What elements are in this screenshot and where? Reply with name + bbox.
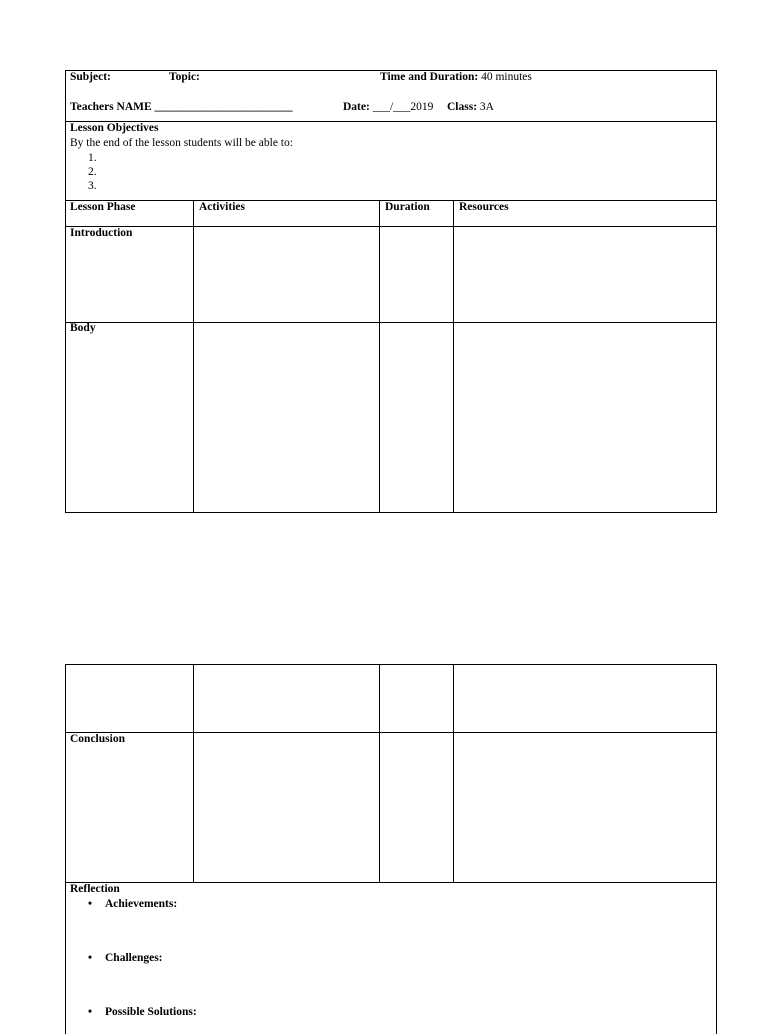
column-divider — [453, 200, 454, 513]
objective-item: 1. — [88, 152, 97, 164]
divider — [65, 121, 717, 122]
column-header-lesson-phase: Lesson Phase — [70, 201, 136, 213]
class-field — [447, 101, 494, 114]
objectives-intro: By the end of the lesson students will be able to: — [70, 137, 293, 149]
objective-item: 3. — [88, 180, 97, 192]
column-header-duration: Duration — [385, 201, 430, 213]
class-label: Class: — [447, 101, 478, 113]
column-divider — [453, 664, 454, 882]
column-divider — [379, 200, 380, 513]
column-header-resources: Resources — [459, 201, 509, 213]
divider — [65, 882, 717, 883]
subject-label: Subject: — [70, 71, 111, 83]
time-value: 40 minutes — [481, 71, 532, 83]
date-value: ___/___2019 — [372, 101, 434, 113]
phase-introduction: Introduction — [70, 227, 133, 239]
column-divider — [193, 664, 194, 882]
phase-conclusion: Conclusion — [70, 733, 125, 745]
phase-body: Body — [70, 322, 96, 334]
time-label: Time and Duration: — [380, 71, 479, 83]
reflection-achievements: • Achievements: — [105, 898, 177, 911]
teacher-name-label: Teachers NAME ________________________ — [70, 101, 293, 113]
time-duration — [380, 71, 532, 84]
class-value: 3A — [479, 101, 494, 113]
divider — [65, 226, 717, 227]
objective-item: 2. — [88, 166, 97, 178]
date-field — [343, 101, 433, 114]
date-label: Date: — [343, 101, 370, 113]
objectives-title: Lesson Objectives — [70, 122, 159, 134]
lesson-plan-table-page2 — [65, 664, 717, 1034]
divider — [65, 322, 717, 323]
reflection-challenges: • Challenges: — [105, 952, 163, 965]
reflection-title: Reflection — [70, 883, 120, 895]
topic-label: Topic: — [169, 71, 200, 83]
reflection-possible-solutions: • Possible Solutions: — [105, 1006, 197, 1019]
column-header-activities: Activities — [199, 201, 245, 213]
divider — [65, 732, 717, 733]
column-divider — [193, 200, 194, 513]
column-divider — [379, 664, 380, 882]
